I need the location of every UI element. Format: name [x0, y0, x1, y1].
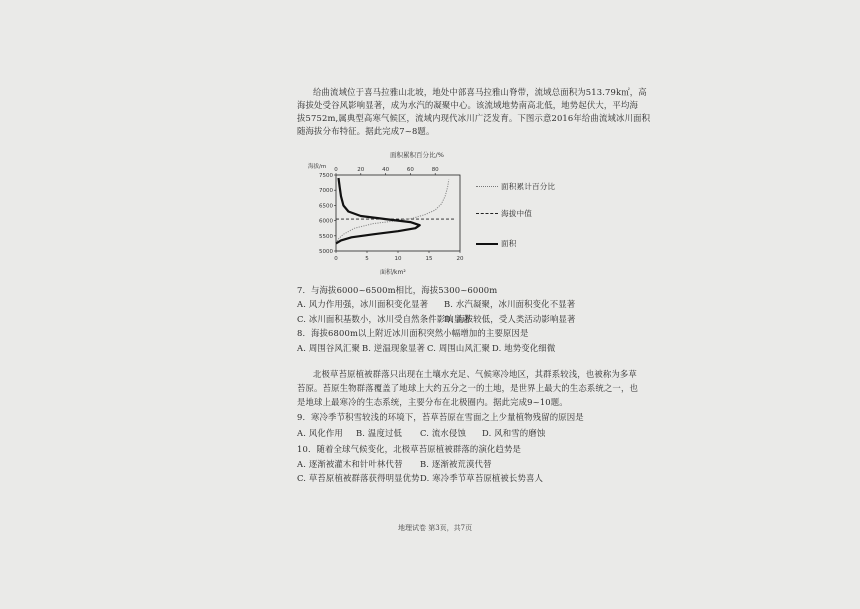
- series-cumulative-percent-line: [336, 180, 449, 244]
- q8-option-a: A. 周围谷风汇聚: [297, 343, 360, 353]
- x-top-tick-label: 80: [431, 167, 439, 173]
- x-top-tick-label: 0: [334, 167, 338, 173]
- y-tick-label: 6500: [319, 203, 333, 210]
- q10-option-b: B. 逐渐被荒漠代替: [420, 459, 492, 469]
- q9-option-b: B. 温度过低: [356, 428, 403, 438]
- q7-option-b: B. 水汽凝聚，冰川面积变化不显著: [444, 299, 576, 309]
- intro2-line-1: 北极草苔原植被群落只出现在土壤水充足、气候寒冷地区，其群系较浅，也被称为多草: [313, 369, 637, 379]
- x-bottom-tick-label: 15: [425, 256, 433, 262]
- page-footer: 地理试卷 第3页，共7页: [398, 524, 473, 532]
- question-10: 10．随着全球气候变化，北极草苔原植被群落的演化趋势是: [297, 444, 522, 454]
- glacier-area-chart: [300, 148, 590, 278]
- legend-area-line: [476, 243, 498, 245]
- intro1-line-2: 海拔处受谷风影响显著，成为水汽的凝聚中心。该流域地势南高北低，地势起伏大，平均海: [297, 100, 638, 110]
- q8-option-d: D. 地势变化细微: [492, 343, 556, 353]
- q8-option-c: C. 周围山风汇聚: [427, 343, 491, 353]
- intro1-line-3: 拔5752m,属典型高寒气候区，流域内现代冰川广泛发育。下图示意2016年给曲流域冰川面积: [297, 113, 651, 123]
- q7-option-d: D. 海拔较低，受人类活动影响显著: [444, 314, 576, 324]
- x-top-tick-label: 60: [406, 167, 414, 173]
- intro1-line-1: 给曲流域位于喜马拉雅山北坡，地处中部喜马拉雅山脊带，流域总面积为513.79k㎡，高: [313, 87, 647, 97]
- question-8: 8．海拔6800m以上附近冰川面积突然小幅增加的主要原因是: [297, 328, 529, 338]
- x-top-tick-label: 20: [357, 167, 365, 173]
- q9-option-d: D. 风和雪的磨蚀: [482, 428, 546, 438]
- y-tick-label: 5500: [319, 233, 333, 240]
- series-area-line: [336, 178, 420, 243]
- chart-title: 面积累积百分比/%: [390, 151, 444, 159]
- q10-option-c: C. 草苔原植被群落获得明显优势: [297, 473, 420, 483]
- legend-median-line: [476, 213, 498, 214]
- q8-option-b: B. 逆温现象显著: [362, 343, 426, 353]
- legend-cumulative-line: [476, 186, 498, 187]
- x-bottom-tick-label: 10: [394, 256, 402, 262]
- question-7: 7．与海拔6000~6500m相比，海拔5300~6000m: [297, 285, 498, 295]
- x-bottom-tick-label: 0: [334, 256, 338, 262]
- q7-option-c: C. 冰川面积基数小，冰川受自然条件影响显著: [297, 314, 471, 324]
- q9-option-a: A. 风化作用: [297, 428, 343, 438]
- x-bottom-tick-label: 5: [365, 256, 369, 262]
- chart-ylabel: 海拔/m: [308, 164, 327, 170]
- legend-cumulative-label: 面积累计百分比: [501, 182, 556, 191]
- y-tick-label: 5000: [319, 249, 333, 255]
- q10-option-a: A. 逐渐被灌木和针叶林代替: [297, 459, 403, 469]
- intro2-line-3: 是地球上最寒冷的生态系统，主要分布在北极圈内。据此完成9~10题。: [297, 397, 568, 407]
- y-tick-label: 6000: [319, 218, 333, 225]
- q7-option-a: A. 风力作用强，冰川面积变化显著: [297, 299, 429, 309]
- legend-median-label: 海拔中值: [501, 209, 532, 218]
- intro2-line-2: 苔原。苔原生物群落覆盖了地球上大约五分之一的土地，是世界上最大的生态系统之一，也: [297, 383, 638, 393]
- q9-option-c: C. 流水侵蚀: [420, 428, 466, 438]
- x-bottom-tick-label: 20: [456, 256, 464, 262]
- chart-xlabel: 面积/km²: [380, 269, 406, 276]
- y-tick-label: 7000: [319, 188, 333, 195]
- legend-area-label: 面积: [501, 239, 517, 248]
- q10-option-d: D. 寒冷季节草苔原植被长势喜人: [420, 473, 544, 483]
- y-tick-label: 7500: [319, 173, 333, 179]
- intro1-line-4: 随海拔分布特征。据此完成7~8题。: [297, 126, 435, 136]
- question-9: 9．寒冷季节积雪较浅的环境下，苔草苔原在雪面之上少量植物残留的原因是: [297, 412, 584, 422]
- x-top-tick-label: 40: [382, 167, 390, 173]
